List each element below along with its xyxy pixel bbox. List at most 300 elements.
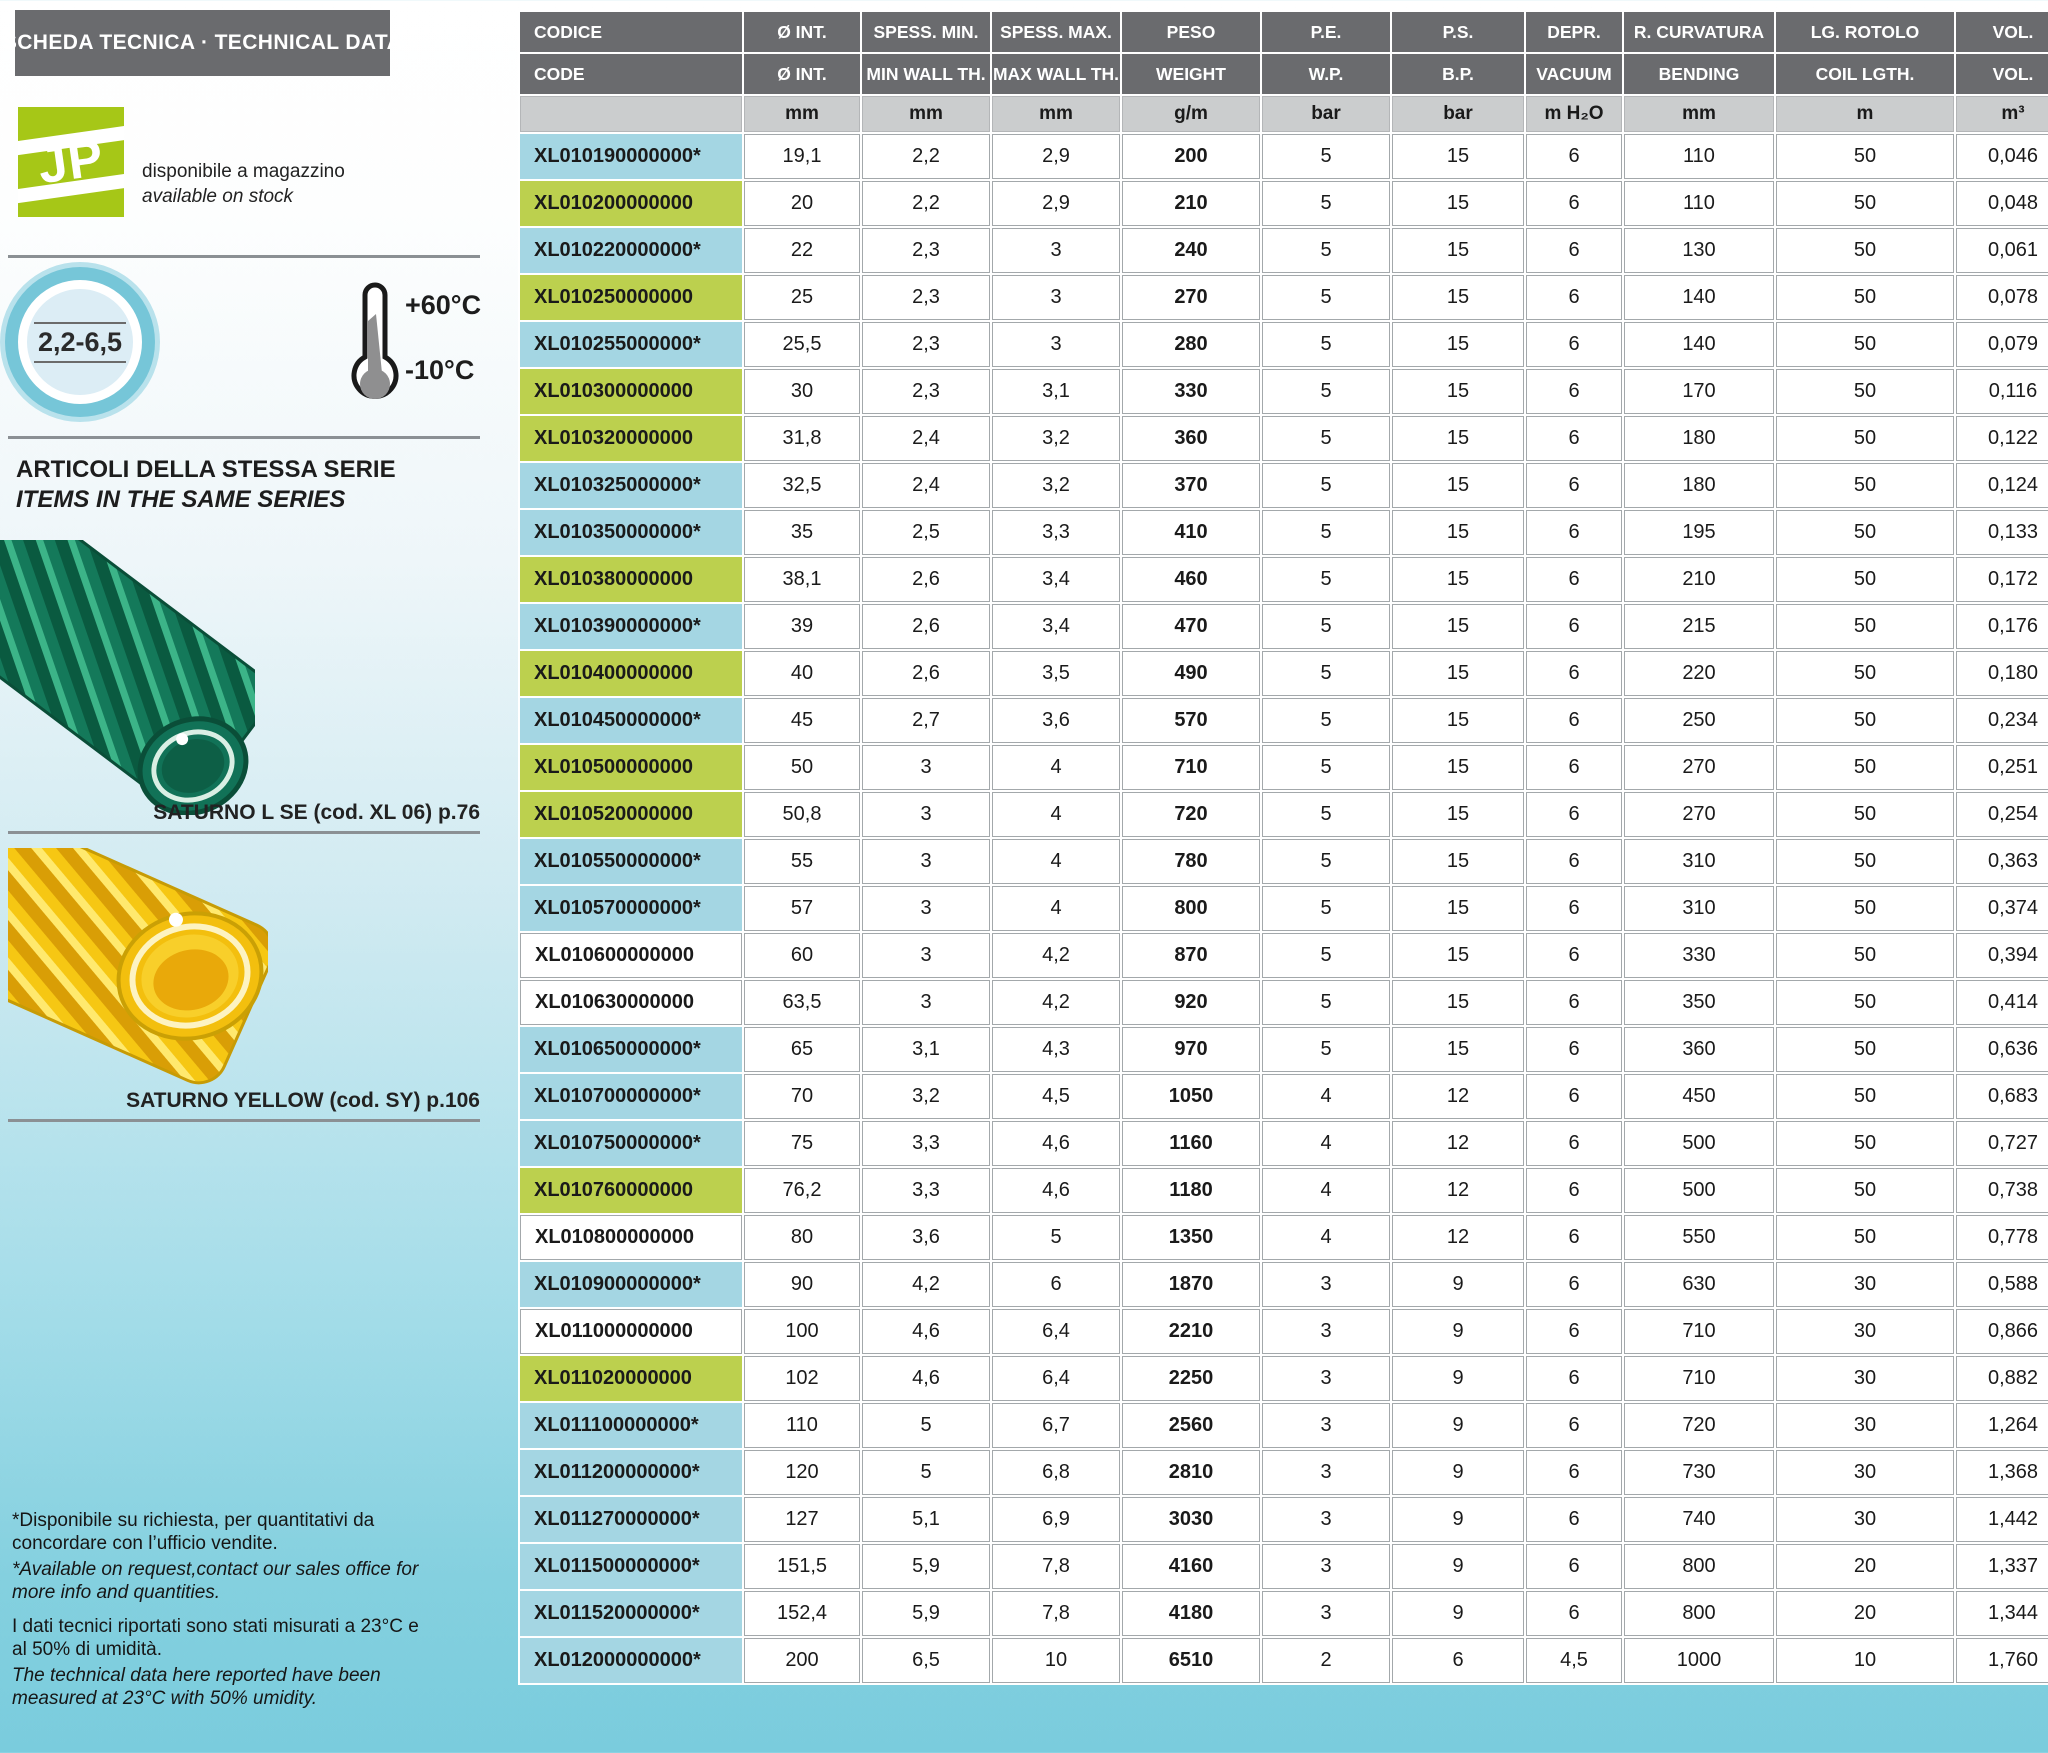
- value-cell: 3: [1262, 1544, 1390, 1589]
- value-cell: 5: [1262, 134, 1390, 179]
- value-cell: 1870: [1122, 1262, 1260, 1307]
- value-cell: 4,5: [992, 1074, 1120, 1119]
- value-cell: 63,5: [744, 980, 860, 1025]
- value-cell: 50: [1776, 275, 1954, 320]
- value-cell: 550: [1624, 1215, 1774, 1260]
- value-cell: 6: [1526, 1215, 1622, 1260]
- value-cell: 350: [1624, 980, 1774, 1025]
- value-cell: 15: [1392, 886, 1524, 931]
- value-cell: 15: [1392, 322, 1524, 367]
- value-cell: 25: [744, 275, 860, 320]
- value-cell: 120: [744, 1450, 860, 1495]
- value-cell: 80: [744, 1215, 860, 1260]
- code-cell: XL010390000000*: [520, 604, 742, 649]
- value-cell: 39: [744, 604, 860, 649]
- value-cell: 6,8: [992, 1450, 1120, 1495]
- table-row: [520, 1074, 2048, 1119]
- value-cell: 4,6: [992, 1168, 1120, 1213]
- stock-text-it: disponibile a magazzino: [142, 161, 345, 182]
- value-cell: 1,264: [1956, 1403, 2048, 1448]
- footnote-availability-en: *Available on request,contact our sales office for more info and quantities.: [12, 1558, 419, 1603]
- value-cell: 6: [1526, 1309, 1622, 1354]
- column-header-cell: CODE: [520, 54, 742, 94]
- value-cell: 3030: [1122, 1497, 1260, 1542]
- code-cell: XL010900000000*: [520, 1262, 742, 1307]
- value-cell: 5: [1262, 557, 1390, 602]
- value-cell: 10: [1776, 1638, 1954, 1683]
- value-cell: 2: [1262, 1638, 1390, 1683]
- value-cell: 15: [1392, 604, 1524, 649]
- value-cell: 57: [744, 886, 860, 931]
- unit-header-cell: m³: [1956, 96, 2048, 132]
- table-row: [520, 1215, 2048, 1260]
- value-cell: 0,882: [1956, 1356, 2048, 1401]
- value-cell: 6: [1526, 1356, 1622, 1401]
- value-cell: 2250: [1122, 1356, 1260, 1401]
- value-cell: 50: [1776, 980, 1954, 1025]
- value-cell: 6: [1526, 1403, 1622, 1448]
- value-cell: 140: [1624, 322, 1774, 367]
- value-cell: 6: [1526, 1027, 1622, 1072]
- value-cell: 6: [1526, 792, 1622, 837]
- value-cell: 330: [1122, 369, 1260, 414]
- value-cell: 6510: [1122, 1638, 1260, 1683]
- value-cell: 1,442: [1956, 1497, 2048, 1542]
- value-cell: 0,234: [1956, 698, 2048, 743]
- value-cell: 6,9: [992, 1497, 1120, 1542]
- value-cell: 4180: [1122, 1591, 1260, 1636]
- value-cell: 9: [1392, 1309, 1524, 1354]
- value-cell: 720: [1122, 792, 1260, 837]
- value-cell: 0,116: [1956, 369, 2048, 414]
- unit-header-cell: [520, 96, 742, 132]
- column-header-cell: SPESS. MAX.: [992, 12, 1120, 52]
- value-cell: 5: [1262, 369, 1390, 414]
- value-cell: 4: [1262, 1074, 1390, 1119]
- value-cell: 1,760: [1956, 1638, 2048, 1683]
- code-cell: XL010760000000: [520, 1168, 742, 1213]
- table-row: [520, 1403, 2048, 1448]
- value-cell: 215: [1624, 604, 1774, 649]
- value-cell: 200: [744, 1638, 860, 1683]
- value-cell: 5: [1262, 275, 1390, 320]
- value-cell: 195: [1624, 510, 1774, 555]
- value-cell: 15: [1392, 275, 1524, 320]
- value-cell: 15: [1392, 980, 1524, 1025]
- value-cell: 3: [1262, 1356, 1390, 1401]
- value-cell: 5: [1262, 416, 1390, 461]
- value-cell: 1160: [1122, 1121, 1260, 1166]
- value-cell: 15: [1392, 839, 1524, 884]
- value-cell: 15: [1392, 510, 1524, 555]
- code-cell: XL011020000000: [520, 1356, 742, 1401]
- value-cell: 3,4: [992, 557, 1120, 602]
- value-cell: 50: [1776, 1215, 1954, 1260]
- value-cell: 0,414: [1956, 980, 2048, 1025]
- table-row: [520, 745, 2048, 790]
- value-cell: 10: [992, 1638, 1120, 1683]
- value-cell: 100: [744, 1309, 860, 1354]
- value-cell: 6: [1526, 1168, 1622, 1213]
- value-cell: 1050: [1122, 1074, 1260, 1119]
- value-cell: 15: [1392, 651, 1524, 696]
- value-cell: 127: [744, 1497, 860, 1542]
- value-cell: 2,3: [862, 228, 990, 273]
- value-cell: 4,6: [862, 1309, 990, 1354]
- value-cell: 6: [1526, 463, 1622, 508]
- value-cell: 76,2: [744, 1168, 860, 1213]
- value-cell: 5: [862, 1403, 990, 1448]
- value-cell: 9: [1392, 1450, 1524, 1495]
- value-cell: 0,738: [1956, 1168, 2048, 1213]
- value-cell: 50: [1776, 1027, 1954, 1072]
- table-row: [520, 557, 2048, 602]
- value-cell: 2,9: [992, 181, 1120, 226]
- value-cell: 870: [1122, 933, 1260, 978]
- table-row: [520, 1497, 2048, 1542]
- value-cell: 5: [1262, 228, 1390, 273]
- table-row: [520, 322, 2048, 367]
- value-cell: 6,5: [862, 1638, 990, 1683]
- value-cell: 3,5: [992, 651, 1120, 696]
- value-cell: 4: [992, 792, 1120, 837]
- code-cell: XL010570000000*: [520, 886, 742, 931]
- value-cell: 110: [1624, 181, 1774, 226]
- value-cell: 3: [862, 886, 990, 931]
- value-cell: 2560: [1122, 1403, 1260, 1448]
- code-cell: XL010190000000*: [520, 134, 742, 179]
- value-cell: 6: [1526, 1450, 1622, 1495]
- value-cell: 270: [1122, 275, 1260, 320]
- table-row: [520, 181, 2048, 226]
- value-cell: 250: [1624, 698, 1774, 743]
- value-cell: 4: [992, 745, 1120, 790]
- column-header-cell: W.P.: [1262, 54, 1390, 94]
- code-cell: XL010250000000: [520, 275, 742, 320]
- same-series-heading-it: ARTICOLI DELLA STESSA SERIE: [16, 456, 396, 483]
- column-header-cell: CODICE: [520, 12, 742, 52]
- code-cell: XL010300000000: [520, 369, 742, 414]
- value-cell: 50: [1776, 745, 1954, 790]
- value-cell: 5: [1262, 510, 1390, 555]
- value-cell: 5: [1262, 698, 1390, 743]
- value-cell: 0,124: [1956, 463, 2048, 508]
- value-cell: 5: [1262, 886, 1390, 931]
- value-cell: 19,1: [744, 134, 860, 179]
- value-cell: 0,046: [1956, 134, 2048, 179]
- value-cell: 3,3: [862, 1168, 990, 1213]
- code-cell: XL010630000000: [520, 980, 742, 1025]
- value-cell: 50: [1776, 510, 1954, 555]
- column-header-cell: R. CURVATURA: [1624, 12, 1774, 52]
- value-cell: 50: [1776, 1074, 1954, 1119]
- value-cell: 2,3: [862, 275, 990, 320]
- table-row: [520, 792, 2048, 837]
- value-cell: 730: [1624, 1450, 1774, 1495]
- value-cell: 2,6: [862, 604, 990, 649]
- table-row: [520, 275, 2048, 320]
- value-cell: 4: [1262, 1215, 1390, 1260]
- series-item-caption: SATURNO L SE (cod. XL 06) p.76: [153, 801, 480, 824]
- value-cell: 50: [1776, 322, 1954, 367]
- value-cell: 30: [744, 369, 860, 414]
- value-cell: 3,4: [992, 604, 1120, 649]
- value-cell: 30: [1776, 1450, 1954, 1495]
- value-cell: 9: [1392, 1356, 1524, 1401]
- value-cell: 5,9: [862, 1591, 990, 1636]
- value-cell: 7,8: [992, 1544, 1120, 1589]
- code-cell: XL010200000000: [520, 181, 742, 226]
- jp-logo-text: JP: [34, 128, 108, 196]
- value-cell: 1000: [1624, 1638, 1774, 1683]
- value-cell: 90: [744, 1262, 860, 1307]
- value-cell: 0,254: [1956, 792, 2048, 837]
- left-panel: [0, 0, 518, 1753]
- value-cell: 12: [1392, 1168, 1524, 1213]
- value-cell: 3,1: [862, 1027, 990, 1072]
- table-row: [520, 463, 2048, 508]
- temp-max-label: +60°C: [405, 290, 482, 320]
- value-cell: 0,133: [1956, 510, 2048, 555]
- series-item-caption: SATURNO YELLOW (cod. SY) p.106: [126, 1089, 480, 1112]
- value-cell: 50: [1776, 933, 1954, 978]
- table-row: [520, 1591, 2048, 1636]
- value-cell: 5: [862, 1450, 990, 1495]
- code-cell: XL010650000000*: [520, 1027, 742, 1072]
- value-cell: 280: [1122, 322, 1260, 367]
- value-cell: 180: [1624, 463, 1774, 508]
- value-cell: 6: [1526, 510, 1622, 555]
- table-row: [520, 698, 2048, 743]
- unit-header-cell: mm: [862, 96, 990, 132]
- unit-header-cell: m H₂O: [1526, 96, 1622, 132]
- value-cell: 3: [1262, 1403, 1390, 1448]
- value-cell: 60: [744, 933, 860, 978]
- value-cell: 6: [1526, 1262, 1622, 1307]
- code-cell: XL010220000000*: [520, 228, 742, 273]
- value-cell: 450: [1624, 1074, 1774, 1119]
- value-cell: 170: [1624, 369, 1774, 414]
- value-cell: 9: [1392, 1403, 1524, 1448]
- value-cell: 0,866: [1956, 1309, 2048, 1354]
- footnote-availability-it: *Disponibile su richiesta, per quantitativi da concordare con l’ufficio vendite.: [12, 1510, 375, 1554]
- column-header-cell: DEPR.: [1526, 12, 1622, 52]
- value-cell: 50: [1776, 698, 1954, 743]
- column-header-cell: MIN WALL TH.: [862, 54, 990, 94]
- value-cell: 1,368: [1956, 1450, 2048, 1495]
- value-cell: 6: [1526, 369, 1622, 414]
- table-row: [520, 604, 2048, 649]
- value-cell: 4: [1262, 1168, 1390, 1213]
- value-cell: 6: [1526, 651, 1622, 696]
- value-cell: 2810: [1122, 1450, 1260, 1495]
- value-cell: 710: [1624, 1309, 1774, 1354]
- value-cell: 50: [744, 745, 860, 790]
- value-cell: 740: [1624, 1497, 1774, 1542]
- value-cell: 6,4: [992, 1356, 1120, 1401]
- value-cell: 3,3: [992, 510, 1120, 555]
- unit-header-cell: mm: [992, 96, 1120, 132]
- value-cell: 50: [1776, 1168, 1954, 1213]
- code-cell: XL010350000000*: [520, 510, 742, 555]
- value-cell: 3: [1262, 1309, 1390, 1354]
- value-cell: 130: [1624, 228, 1774, 273]
- value-cell: 240: [1122, 228, 1260, 273]
- value-cell: 2,6: [862, 557, 990, 602]
- value-cell: 15: [1392, 698, 1524, 743]
- thermometer-icon: [350, 281, 400, 416]
- value-cell: 6: [1526, 416, 1622, 461]
- value-cell: 22: [744, 228, 860, 273]
- value-cell: 50: [1776, 1121, 1954, 1166]
- value-cell: 0,048: [1956, 181, 2048, 226]
- value-cell: 800: [1624, 1591, 1774, 1636]
- value-cell: 0,394: [1956, 933, 2048, 978]
- jp-stock-logo: [18, 107, 124, 217]
- value-cell: 0,363: [1956, 839, 2048, 884]
- value-cell: 2,3: [862, 369, 990, 414]
- code-cell: XL010550000000*: [520, 839, 742, 884]
- table-body: [520, 134, 2048, 1683]
- value-cell: 5: [1262, 604, 1390, 649]
- value-cell: 15: [1392, 369, 1524, 414]
- table-row: [520, 1356, 2048, 1401]
- code-cell: XL010520000000: [520, 792, 742, 837]
- code-cell: XL011270000000*: [520, 1497, 742, 1542]
- temp-min-label: -10°C: [405, 355, 475, 385]
- value-cell: 3: [862, 792, 990, 837]
- table-row: [520, 228, 2048, 273]
- value-cell: 710: [1122, 745, 1260, 790]
- value-cell: 50: [1776, 181, 1954, 226]
- code-cell: XL010400000000: [520, 651, 742, 696]
- value-cell: 30: [1776, 1262, 1954, 1307]
- value-cell: 6: [1526, 275, 1622, 320]
- same-series-heading-en: ITEMS IN THE SAME SERIES: [16, 486, 346, 514]
- value-cell: 800: [1624, 1544, 1774, 1589]
- value-cell: 15: [1392, 134, 1524, 179]
- column-header-cell: WEIGHT: [1122, 54, 1260, 94]
- value-cell: 15: [1392, 181, 1524, 226]
- code-cell: XL010750000000*: [520, 1121, 742, 1166]
- value-cell: 6: [1526, 1591, 1622, 1636]
- value-cell: 3: [862, 933, 990, 978]
- value-cell: 15: [1392, 1027, 1524, 1072]
- value-cell: 15: [1392, 745, 1524, 790]
- value-cell: 12: [1392, 1215, 1524, 1260]
- value-cell: 6: [1526, 839, 1622, 884]
- value-cell: 6: [1526, 1121, 1622, 1166]
- value-cell: 0,061: [1956, 228, 2048, 273]
- value-cell: 3,2: [992, 416, 1120, 461]
- value-cell: 50: [1776, 369, 1954, 414]
- value-cell: 570: [1122, 698, 1260, 743]
- value-cell: 5: [1262, 745, 1390, 790]
- column-header-cell: P.E.: [1262, 12, 1390, 52]
- value-cell: 2,6: [862, 651, 990, 696]
- value-cell: 50: [1776, 792, 1954, 837]
- table-row: [520, 980, 2048, 1025]
- value-cell: 3: [1262, 1450, 1390, 1495]
- column-header-cell: COIL LGTH.: [1776, 54, 1954, 94]
- value-cell: 70: [744, 1074, 860, 1119]
- value-cell: 1,337: [1956, 1544, 2048, 1589]
- value-cell: 6,7: [992, 1403, 1120, 1448]
- column-header-cell: VOL.: [1956, 12, 2048, 52]
- value-cell: 780: [1122, 839, 1260, 884]
- value-cell: 9: [1392, 1497, 1524, 1542]
- value-cell: 1180: [1122, 1168, 1260, 1213]
- value-cell: 6: [1526, 604, 1622, 649]
- value-cell: 2,4: [862, 463, 990, 508]
- value-cell: 15: [1392, 463, 1524, 508]
- value-cell: 15: [1392, 792, 1524, 837]
- value-cell: 5: [992, 1215, 1120, 1260]
- value-cell: 9: [1392, 1591, 1524, 1636]
- column-header-cell: SPESS. MIN.: [862, 12, 990, 52]
- table-row: [520, 369, 2048, 414]
- value-cell: 6: [1526, 933, 1622, 978]
- value-cell: 65: [744, 1027, 860, 1072]
- value-cell: 4: [992, 886, 1120, 931]
- table-row: [520, 1262, 2048, 1307]
- value-cell: 6: [1526, 698, 1622, 743]
- value-cell: 5: [1262, 980, 1390, 1025]
- green-hose-image: [0, 540, 255, 820]
- value-cell: 3: [992, 275, 1120, 320]
- table-row: [520, 1638, 2048, 1683]
- same-series-heading: [16, 455, 396, 515]
- table-row: [520, 1544, 2048, 1589]
- value-cell: 4,3: [992, 1027, 1120, 1072]
- value-cell: 15: [1392, 416, 1524, 461]
- value-cell: 410: [1122, 510, 1260, 555]
- code-cell: XL010255000000*: [520, 322, 742, 367]
- code-cell: XL010320000000: [520, 416, 742, 461]
- value-cell: 5,1: [862, 1497, 990, 1542]
- value-cell: 6: [1526, 1544, 1622, 1589]
- value-cell: 310: [1624, 839, 1774, 884]
- value-cell: 3: [1262, 1262, 1390, 1307]
- value-cell: 12: [1392, 1121, 1524, 1166]
- value-cell: 140: [1624, 275, 1774, 320]
- value-cell: 4,2: [992, 980, 1120, 1025]
- table-header: [520, 12, 2048, 132]
- column-header-cell: VACUUM: [1526, 54, 1622, 94]
- value-cell: 0,079: [1956, 322, 2048, 367]
- value-cell: 110: [744, 1403, 860, 1448]
- stock-text-en: available on stock: [142, 185, 294, 207]
- value-cell: 2,5: [862, 510, 990, 555]
- value-cell: 5: [1262, 181, 1390, 226]
- value-cell: 50: [1776, 557, 1954, 602]
- column-header-cell: Ø INT.: [744, 54, 860, 94]
- value-cell: 1,344: [1956, 1591, 2048, 1636]
- value-cell: 6: [1526, 181, 1622, 226]
- table-row: [520, 651, 2048, 696]
- unit-header-cell: bar: [1392, 96, 1524, 132]
- value-cell: 50: [1776, 463, 1954, 508]
- divider: [8, 255, 480, 258]
- unit-header-cell: mm: [1624, 96, 1774, 132]
- value-cell: 9: [1392, 1262, 1524, 1307]
- value-cell: 15: [1392, 933, 1524, 978]
- value-cell: 25,5: [744, 322, 860, 367]
- code-cell: XL010700000000*: [520, 1074, 742, 1119]
- value-cell: 470: [1122, 604, 1260, 649]
- value-cell: 15: [1392, 228, 1524, 273]
- value-cell: 500: [1624, 1168, 1774, 1213]
